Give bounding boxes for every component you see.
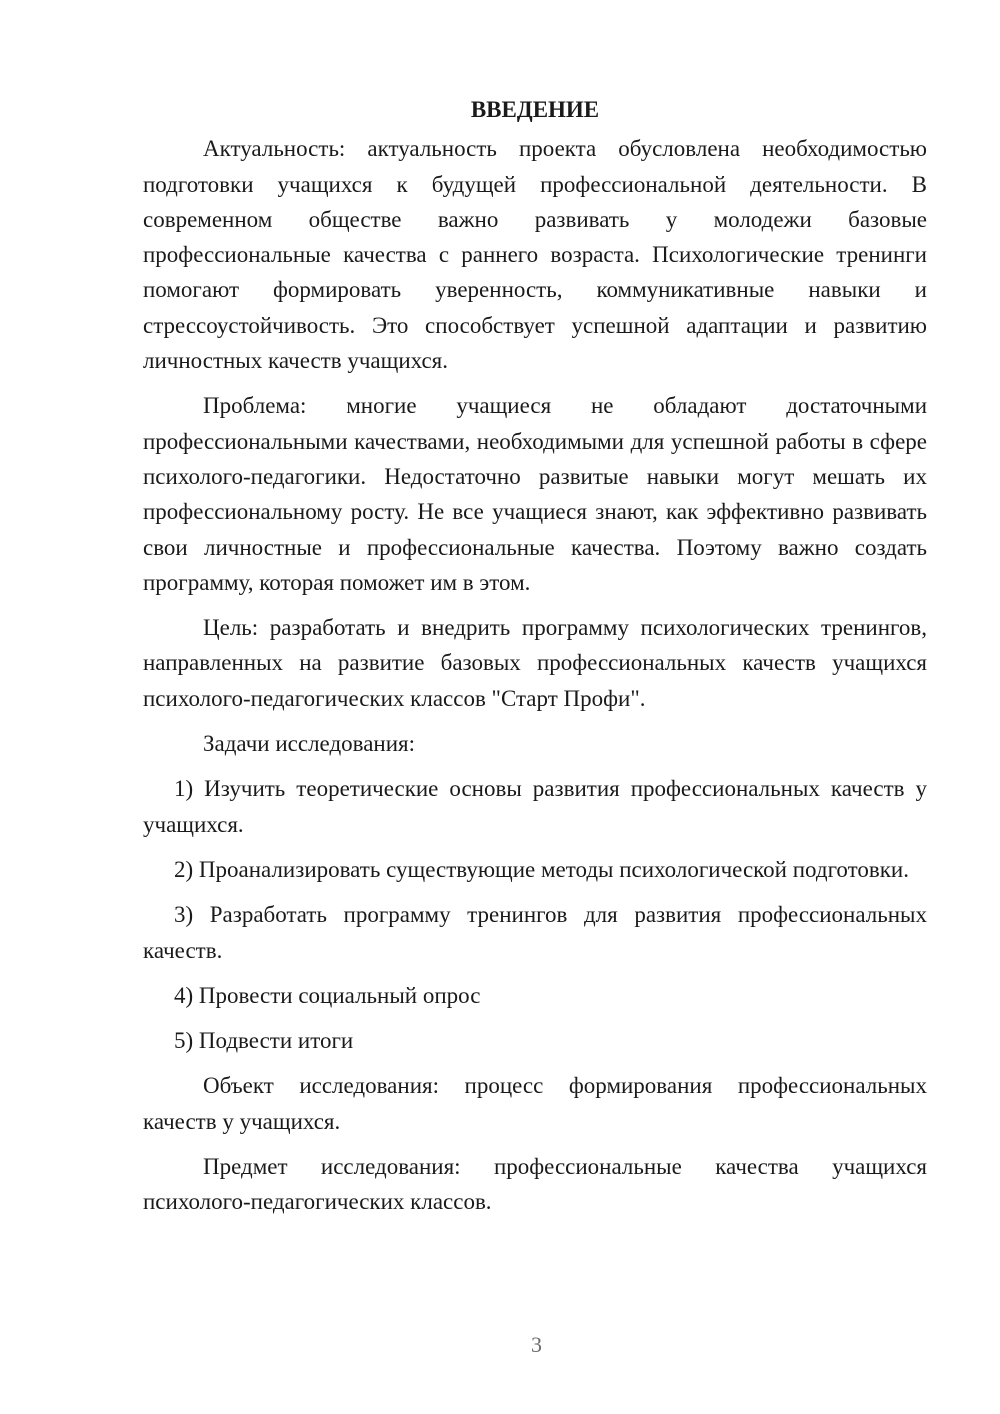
paragraph-object: Объект исследования: процесс формирования профессиональных качеств у учащихся.	[143, 1073, 927, 1134]
task-item: 1) Изучить теоретические основы развития профессиональных качеств у учащихся.	[143, 776, 927, 837]
page-title: ВВЕДЕНИЕ	[470, 97, 600, 122]
task-item: 3) Разработать программу тренингов для развития профессиональных качеств.	[143, 902, 927, 963]
task-item: 4) Провести социальный опрос	[174, 982, 481, 1008]
paragraph-relevance: Актуальность: актуальность проекта обусловлена необходимостью подготовки учащихся к будущей профессиональной деятельности. В современном обществе важно развивать у молодежи базовые профессиональные качества с раннего возраста. Психологические тренинги помогают формировать уверенность, коммуникативные навыки и стрессоустойчивость. Это способствует успешной адаптации и развитию личностных качеств учащихся.	[143, 136, 927, 374]
task-item: 2) Проанализировать существующие методы психологической подготовки.	[174, 856, 909, 882]
paragraph-problem: Проблема: многие учащиеся не обладают достаточными профессиональными качествами, необходимыми для успешной работы в сфере психолого-педагогики. Недостаточно развитые навыки могут мешать их профессиональному росту. Не все учащиеся знают, как эффективно развивать свои личностные и профессиональные качества. Поэтому важно создать программу, которая поможет им в этом.	[143, 393, 927, 595]
task-item: 5) Подвести итоги	[174, 1028, 354, 1054]
page-number: 3	[531, 1332, 542, 1357]
tasks-heading: Задачи исследования:	[203, 731, 416, 757]
page-content	[143, 92, 927, 1230]
paragraph-subject: Предмет исследования: профессиональные качества учащихся психолого-педагогических классов.	[143, 1154, 927, 1215]
paragraph-goal: Цель: разработать и внедрить программу психологических тренингов, направленных на развитие базовых профессиональных качеств учащихся психолого-педагогических классов "Старт Профи".	[143, 615, 927, 711]
